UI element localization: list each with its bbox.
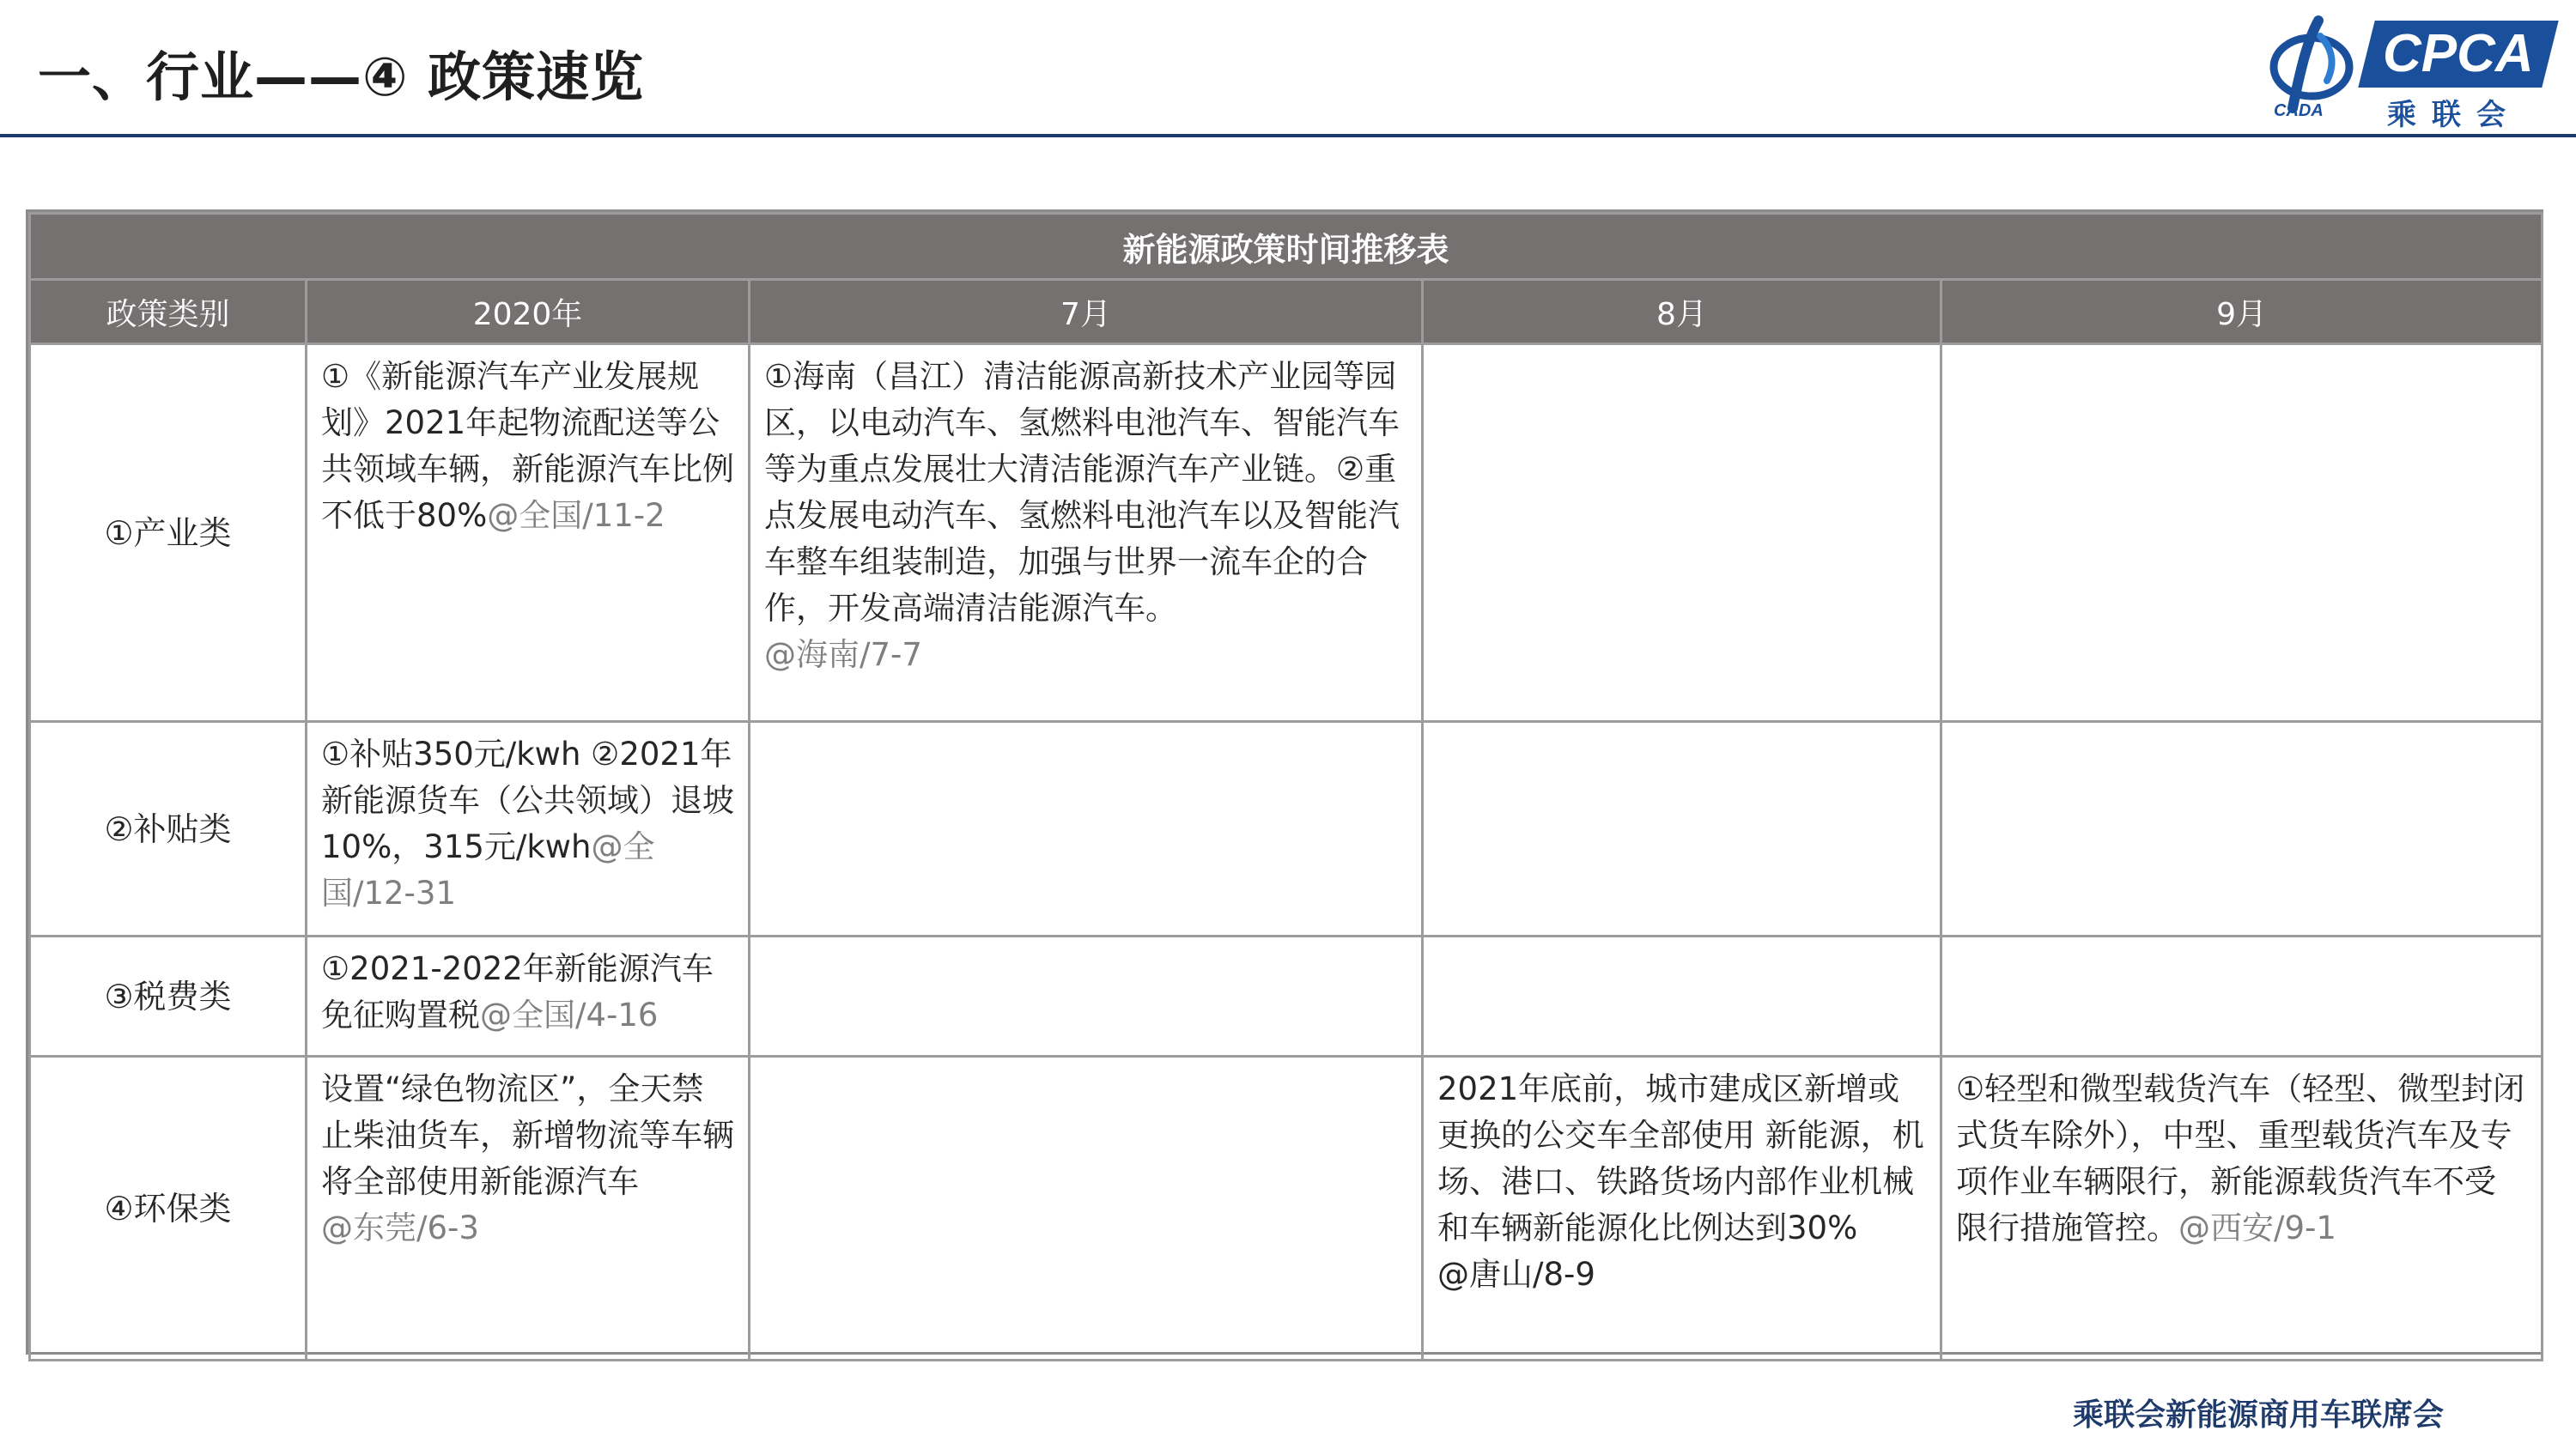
cell-september xyxy=(1941,344,2543,722)
policy-text: 2021年底前，城市建成区新增或更换的公交车全部使用 新能源，机场、港口、铁路货场内部作业机械和车辆新能源化比例达到30% xyxy=(1437,1070,1924,1246)
logo-brand-cn: 乘联会 xyxy=(2387,98,2521,132)
cell-july xyxy=(750,1057,1423,1361)
footer-org: 乘联会新能源商用车联席会 xyxy=(2073,1397,2445,1433)
column-header-2020: 2020年 xyxy=(307,280,750,344)
cell-september xyxy=(1941,937,2543,1057)
policy-source: @全国/12-31 xyxy=(321,828,655,912)
table-row-industry xyxy=(30,344,2543,722)
policy-text: ①海南（昌江）清洁能源高新技术产业园等园区，以电动汽车、氢燃料电池汽车、智能汽车等为重点发展壮大清洁能源汽车产业链。②重点发展电动汽车、氢燃料电池汽车以及智能汽车整车组装制造，加强与世界一流车企的合作，开发高端清洁能源汽车。 xyxy=(764,358,1400,627)
category-cell: ④环保类 xyxy=(30,1057,307,1361)
cell-august xyxy=(1423,1057,1941,1361)
category-cell: ①产业类 xyxy=(30,344,307,722)
header-divider xyxy=(0,134,2576,137)
cell-august xyxy=(1423,937,1941,1057)
policy-text: ①《新能源汽车产业发展规划》2021年起物流配送等公共领域车辆，新能源汽车比例不低于80% xyxy=(321,358,734,534)
table-row-tax xyxy=(30,937,2543,1057)
column-header-july: 7月 xyxy=(750,280,1423,344)
table-caption: 新能源政策时间推移表 xyxy=(30,214,2543,280)
policy-text: 设置“绿色物流区”，全天禁止柴油货车，新增物流等车辆将全部使用新能源汽车 xyxy=(321,1070,734,1200)
cell-2020 xyxy=(307,344,750,722)
logo-small-text: CADA xyxy=(2274,101,2324,120)
policy-source: @东莞/6-3 xyxy=(321,1210,479,1246)
logo-brand: CPCA xyxy=(2358,21,2558,88)
column-header-august: 8月 xyxy=(1423,280,1941,344)
cell-2020 xyxy=(307,722,750,937)
cell-july xyxy=(750,344,1423,722)
column-header-category: 政策类别 xyxy=(30,280,307,344)
cell-september xyxy=(1941,1057,2543,1361)
table-row-environment xyxy=(30,1057,2543,1361)
policy-source: @全国/11-2 xyxy=(487,497,665,534)
cell-august xyxy=(1423,722,1941,937)
policy-source: @全国/4-16 xyxy=(480,997,659,1034)
cell-july xyxy=(750,722,1423,937)
cell-2020 xyxy=(307,937,750,1057)
category-cell: ③税费类 xyxy=(30,937,307,1057)
policy-source: @西安/9-1 xyxy=(2178,1210,2336,1246)
category-cell: ②补贴类 xyxy=(30,722,307,937)
cell-september xyxy=(1941,722,2543,937)
cell-august xyxy=(1423,344,1941,722)
cell-2020 xyxy=(307,1057,750,1361)
page-title: 一、行业——④ 政策速览 xyxy=(38,45,645,108)
policy-source: @海南/7-7 xyxy=(764,636,922,673)
policy-text: ①补贴350元/kwh ②2021年新能源货车（公共领域）退坡10%，315元/kwh xyxy=(321,736,734,865)
policy-source: @唐山/8-9 xyxy=(1437,1256,1595,1293)
cpca-logo xyxy=(2267,14,2559,132)
cell-july xyxy=(750,937,1423,1057)
policy-table xyxy=(26,209,2543,1355)
policy-text: ①2021-2022年新能源汽车免征购置税 xyxy=(321,950,714,1034)
column-header-september: 9月 xyxy=(1941,280,2543,344)
policy-text: ①轻型和微型载货汽车（轻型、微型封闭式货车除外），中型、重型载货汽车及专项作业车辆限行，新能源载货汽车不受限行措施管控。 xyxy=(1956,1070,2525,1246)
table-row-subsidy xyxy=(30,722,2543,937)
